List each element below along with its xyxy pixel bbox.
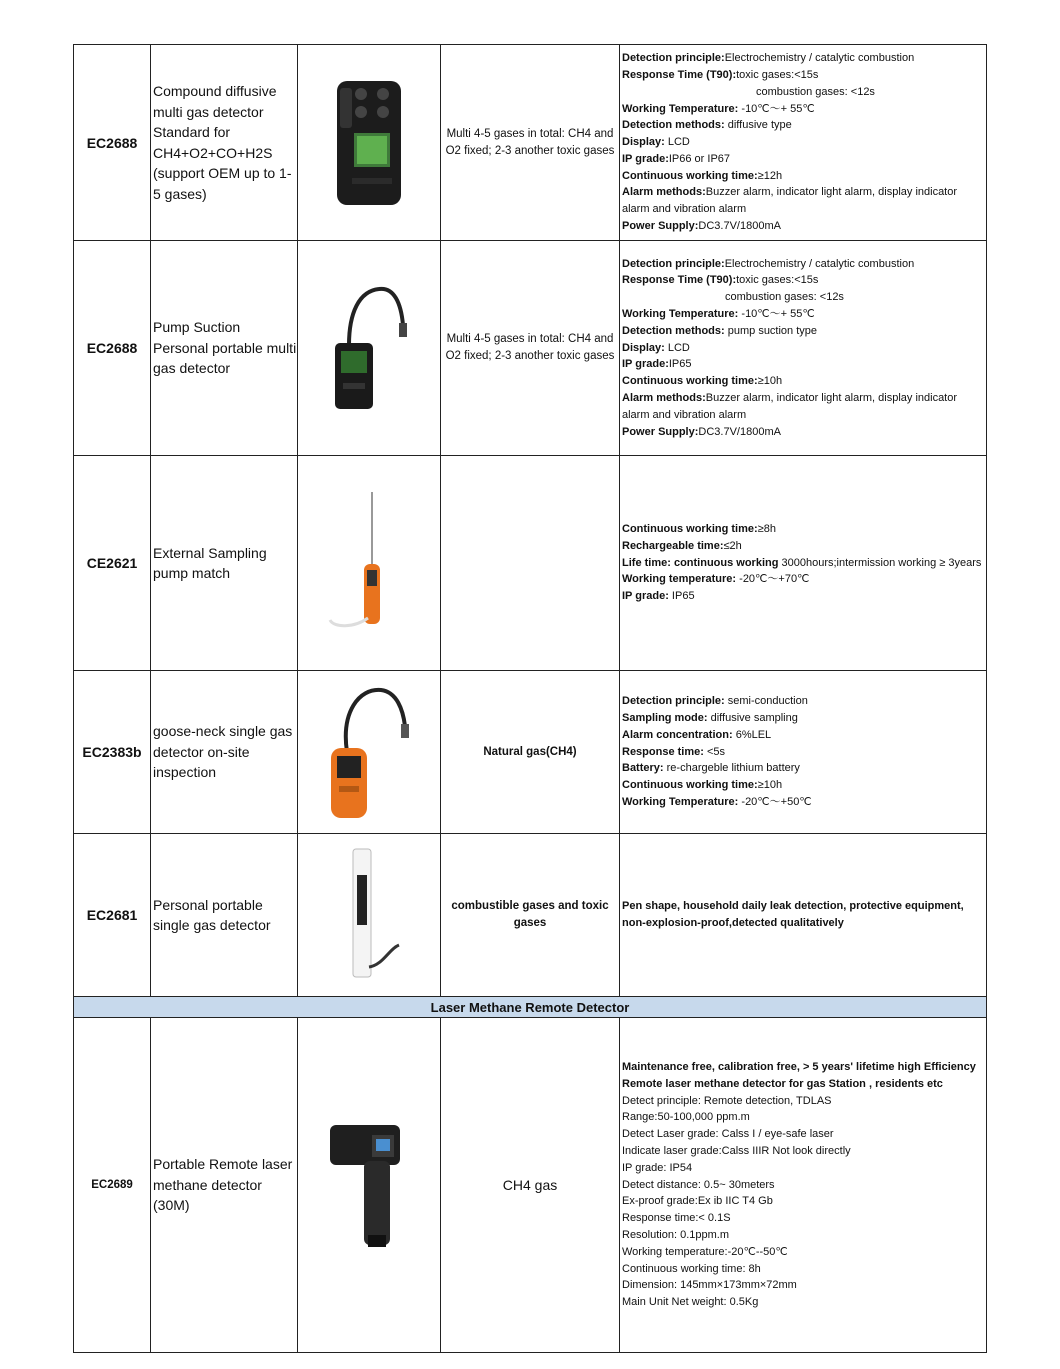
spec-line: Detect principle: Remote detection, TDLAS xyxy=(622,1094,832,1107)
spec-label: Alarm concentration: xyxy=(622,728,733,741)
spec-label: Working temperature: xyxy=(622,573,737,586)
spec-label: Response time: xyxy=(622,745,704,758)
spec-value: IP65 xyxy=(668,590,695,603)
spec-line: Main Unit Net weight: 0.5Kg xyxy=(622,1296,759,1309)
spec-value: IP65 xyxy=(668,358,692,371)
spec-label: Alarm methods: xyxy=(622,391,706,404)
table-row xyxy=(74,671,987,834)
table-row xyxy=(74,241,987,456)
product-spec-table xyxy=(73,44,987,1353)
spec-line: IP grade: IP54 xyxy=(622,1161,693,1174)
spec-label: Detection principle: xyxy=(622,257,725,270)
product-image-cell xyxy=(298,45,441,241)
section-header-row xyxy=(74,997,987,1018)
spec-value: semi-conduction xyxy=(724,695,808,708)
spec-line: Response time:< 0.1S xyxy=(622,1212,731,1225)
spec-value: -20℃～+50℃ xyxy=(738,795,812,808)
spec-line: Ex-proof grade:Ex ib IIC T4 Gb xyxy=(622,1195,773,1208)
spec-line: Detect Laser grade: Calss I / eye-safe laser xyxy=(622,1128,834,1141)
pen-detector-image xyxy=(329,845,409,985)
spec-line: Detect distance: 0.5~ 30meters xyxy=(622,1178,775,1191)
spec-label: Detection principle: xyxy=(622,695,725,708)
model-cell: EC2688 xyxy=(74,45,151,241)
spec-value: 6%LEL xyxy=(732,728,772,741)
multi-gas-detector-image xyxy=(334,78,404,208)
spec-value: diffusive sampling xyxy=(707,712,798,724)
spec-label: Continuous working time: xyxy=(622,779,758,792)
product-image-cell xyxy=(298,456,441,671)
spec-line: Continuous working time: 8h xyxy=(622,1262,761,1275)
spec-value: Electrochemistry / catalytic combustion xyxy=(724,257,915,270)
spec-label: Detection principle: xyxy=(622,52,725,65)
spec-value: 3000hours;intermission working ≥ 3years xyxy=(778,556,982,569)
pump-suction-detector-image xyxy=(319,283,419,413)
spec-line: Resolution: 0.1ppm.m xyxy=(622,1228,729,1241)
spec-cell xyxy=(620,45,987,241)
product-name-cell: Pump Suction Personal portable multi gas detector xyxy=(151,241,298,456)
spec-value: ≥10h xyxy=(757,779,783,792)
spec-value: DC3.7V/1800mA xyxy=(698,425,781,438)
spec-value: -10℃～+ 55℃ xyxy=(738,102,815,115)
spec-label: Continuous working time: xyxy=(622,523,758,535)
product-image-cell xyxy=(298,671,441,834)
spec-label: Working Temperature: xyxy=(622,102,739,115)
spec-value: DC3.7V/1800mA xyxy=(698,220,781,233)
spec-label: Display: xyxy=(622,341,665,354)
spec-label: Battery: xyxy=(622,762,664,775)
spec-label: Working Temperature: xyxy=(622,308,739,320)
spec-label: Power Supply: xyxy=(622,220,699,233)
spec-value: ≤2h xyxy=(723,539,742,552)
spec-line: Working temperature:-20℃--50℃ xyxy=(622,1245,788,1258)
spec-value: pump suction type xyxy=(724,324,818,337)
spec-label: Power Supply: xyxy=(622,425,699,438)
spec-value: -20℃～+70℃ xyxy=(736,573,810,586)
table-row xyxy=(74,1018,987,1353)
spec-value: <5s xyxy=(703,745,726,758)
spec-label: Detection methods: xyxy=(622,324,725,337)
spec-cell xyxy=(620,241,987,456)
spec-value: ≥12h xyxy=(757,169,783,182)
gas-type-cell: CH4 gas xyxy=(441,1018,620,1353)
spec-line: Indicate laser grade:Calss IIIR Not look directly xyxy=(622,1145,851,1157)
spec-label: Rechargeable time: xyxy=(622,539,724,552)
spec-label: Response Time (T90): xyxy=(622,68,737,81)
spec-label: Sampling mode: xyxy=(622,712,708,724)
product-image-cell xyxy=(298,241,441,456)
spec-value: toxic gases:<15s xyxy=(736,274,819,287)
spec-label: Alarm methods: xyxy=(622,186,706,199)
model-cell: EC2689 xyxy=(74,1018,151,1353)
spec-headline: Maintenance free, calibration free, > 5 years' lifetime high Efficiency Remote laser methane detector for gas Station , residents etc xyxy=(622,1061,976,1090)
product-name-cell: External Sampling pump match xyxy=(151,456,298,671)
spec-label: Detection methods: xyxy=(622,119,725,132)
spec-value: LCD xyxy=(664,136,690,149)
product-name-cell: Portable Remote laser methane detector (30M) xyxy=(151,1018,298,1353)
model-cell: EC2681 xyxy=(74,834,151,997)
spec-value: IP66 or IP67 xyxy=(668,152,731,165)
table-row xyxy=(74,834,987,997)
gas-type-cell: combustible gases and toxic gases xyxy=(441,834,620,997)
model-cell: EC2688 xyxy=(74,241,151,456)
product-name-cell: Compound diffusive multi gas detector Standard for CH4+O2+CO+H2S (support OEM up to 1- 5 gases) xyxy=(151,45,298,241)
spec-value: Buzzer alarm, indicator light alarm, display indicator alarm and vibration alarm xyxy=(622,391,958,421)
spec-value: toxic gases:<15s xyxy=(736,68,819,81)
spec-label: Working Temperature: xyxy=(622,795,739,808)
spec-label: IP grade: xyxy=(622,152,669,165)
spec-label: Life time: continuous working xyxy=(622,556,779,569)
product-name-cell: goose-neck single gas detector on-site inspection xyxy=(151,671,298,834)
product-image-cell xyxy=(298,1018,441,1353)
spec-value: combustion gases: <12s xyxy=(725,291,844,304)
spec-value: Electrochemistry / catalytic combustion xyxy=(724,52,915,65)
spec-cell xyxy=(620,456,987,671)
gas-type-cell: Multi 4-5 gases in total: CH4 and O2 fixed; 2-3 another toxic gases xyxy=(441,45,620,241)
spec-label: IP grade: xyxy=(622,590,669,603)
model-cell: EC2383b xyxy=(74,671,151,834)
spec-cell xyxy=(620,1018,987,1353)
model-cell: CE2621 xyxy=(74,456,151,671)
laser-methane-detector-image xyxy=(324,1115,414,1255)
gooseneck-detector-image xyxy=(319,682,419,822)
spec-value: LCD xyxy=(664,341,690,354)
spec-value: ≥8h xyxy=(757,523,776,535)
spec-cell xyxy=(620,834,987,997)
section-title: Laser Methane Remote Detector xyxy=(74,997,987,1018)
spec-cell xyxy=(620,671,987,834)
spec-label: Display: xyxy=(622,136,665,149)
product-name-cell: Personal portable single gas detector xyxy=(151,834,298,997)
spec-value: combustion gases: <12s xyxy=(756,85,875,98)
spec-line: Range:50-100,000 ppm.m xyxy=(622,1111,750,1124)
spec-label: Continuous working time: xyxy=(622,169,758,182)
spec-line: Dimension: 145mm×173mm×72mm xyxy=(622,1279,797,1292)
gas-type-cell: Multi 4-5 gases in total: CH4 and O2 fixed; 2-3 another toxic gases xyxy=(441,241,620,456)
spec-text: Pen shape, household daily leak detection, protective equipment, non-explosion-proof,detected qualitatively xyxy=(622,900,964,929)
sampling-pump-image xyxy=(324,488,414,638)
spec-label: Continuous working time: xyxy=(622,375,758,388)
gas-type-cell xyxy=(441,456,620,671)
spec-value: -10℃～+ 55℃ xyxy=(738,308,815,320)
spec-label: Response Time (T90): xyxy=(622,274,737,287)
product-image-cell xyxy=(298,834,441,997)
spec-value: ≥10h xyxy=(757,375,783,388)
spec-value: diffusive type xyxy=(724,119,792,132)
table-row xyxy=(74,456,987,671)
gas-type-cell: Natural gas(CH4) xyxy=(441,671,620,834)
spec-label: IP grade: xyxy=(622,358,669,371)
spec-value: re-chargeble lithium battery xyxy=(663,762,800,775)
table-row xyxy=(74,45,987,241)
spec-value: Buzzer alarm, indicator light alarm, display indicator alarm and vibration alarm xyxy=(622,186,958,216)
